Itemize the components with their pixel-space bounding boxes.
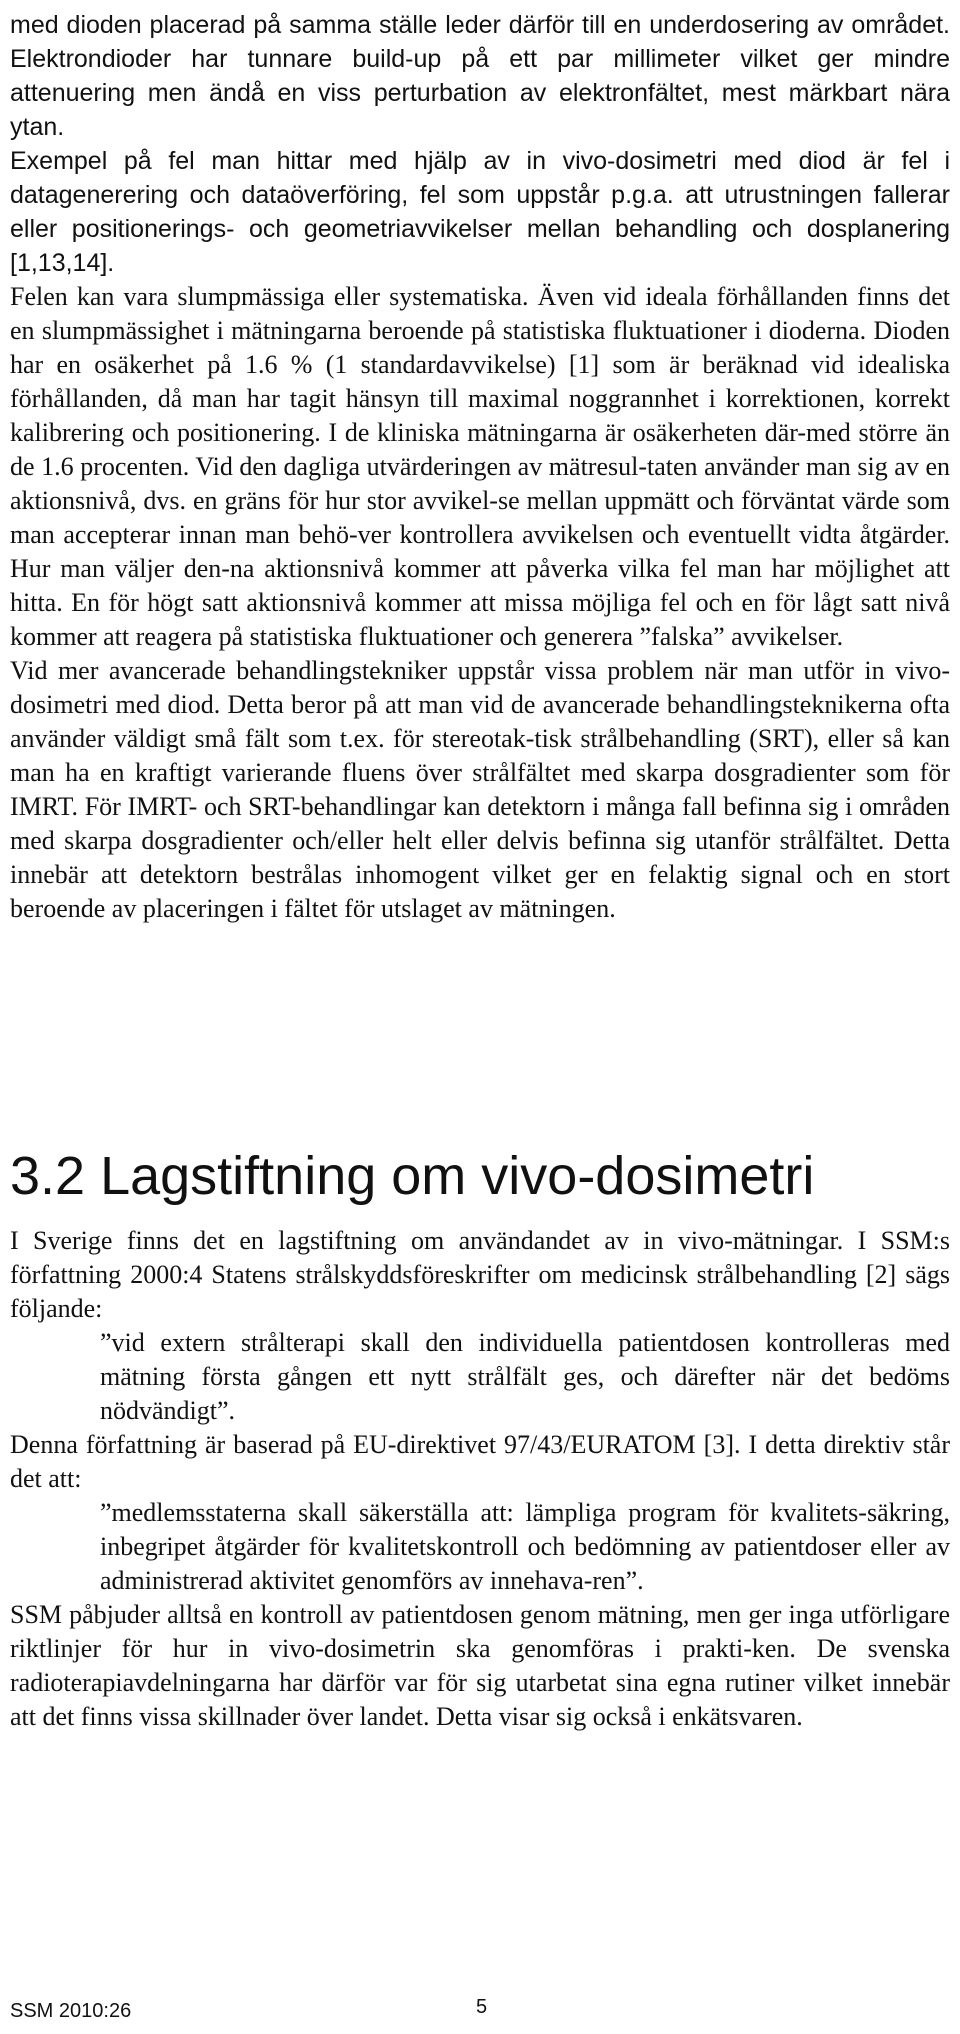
body-paragraph: Felen kan vara slumpmässiga eller systematiska. Även vid ideala förhållanden finns det en slumpmässighet i mätningarna beroende på statistiska fluktuationer i dioderna. Dioden har en osäkerhet på 1.6 % (1 standardavvikelse) [1] som är beräknad vid idealiska förhållanden, då man har tagit hänsyn till maximal noggrannhet i korrektionen, korrekt kalibrering och positionering. I de kliniska mätningarna är osäkerheten där-med större än de 1.6 procenten. Vid den dagliga utvärderingen av mätresul-taten använder man sig av en aktionsnivå, dvs. en gräns för hur stor avvikel-se mellan uppmätt och förväntat värde som man accepterar innan man behö-ver kontrollera avvikelsen och eventuellt vidta åtgärder. Hur man väljer den-na aktionsnivå kommer att påverka vilka fel man har möjlighet att hitta. En för högt satt aktionsnivå kommer att missa möjliga fel och en för lågt satt nivå kommer att reagera på statistiska fluktuationer och generera ”falska” avvikelser.: [10, 282, 950, 651]
body-paragraph: SSM påbjuder alltså en kontroll av patientdosen genom mätning, men ger inga utförligare riktlinjer för hur in vivo-dosimetrin ska genomföras i prakti-ken. De svenska radioterapiavdelningarna har därför var för sig utarbetat sina egna rutiner vilket innebär att det finns vissa skillnader över landet. Detta visar sig också i enkätsvaren.: [10, 1600, 950, 1731]
section-intro-paragraph: I Sverige finns det en lagstiftning om användandet av in vivo-mätningar. I SSM:s författning 2000:4 Statens strålskyddsföreskrifter om medicinsk strålbehandling [2] sägs följande:: [10, 1226, 950, 1323]
quote-block: ”vid extern strålterapi skall den individuella patientdosen kontrolleras med mätning första gången ett nytt strålfält ges, och därefter när det bedöms nödvändigt”.: [100, 1328, 950, 1425]
section-body: [10, 1224, 950, 1734]
page-number: 5: [476, 1996, 488, 2018]
quote-block: ”medlemsstaterna skall säkerställa att: lämpliga program för kvalitets-säkring, inbegripet åtgärder för kvalitetskontroll och bedömning av patientdoser eller av administrerad aktivitet genomförs av innehava-ren”.: [100, 1498, 950, 1595]
body-paragraph: Denna författning är baserad på EU-direktivet 97/43/EURATOM [3]. I detta direktiv står det att:: [10, 1430, 950, 1493]
body-paragraph: med dioden placerad på samma ställe leder därför till en underdosering av området. Elektrondioder har tunnare build-up på ett par millimeter vilket ger mindre attenuering men ändå en viss perturbation av elektronfältet, mest märkbart nära ytan.: [10, 11, 950, 141]
body-paragraph: Vid mer avancerade behandlingstekniker uppstår vissa problem när man utför in vivo-dosimetri med diod. Detta beror på att man vid de avancerade behandlingsteknikerna ofta använder väldigt små fält som t.ex. för stereotak-tisk strålbehandling (SRT), eller så kan man ha en kraftigt varierande fluens över strålfältet med skarpa dosgradienter som för IMRT. För IMRT- och SRT-behandlingar kan detektorn i många fall befinna sig i områden med skarpa dosgradienter och/eller helt eller delvis befinna sig utanför strålfältet. Detta innebär att detektorn bestrålas inhomogent vilket ger en felaktig signal och en stort beroende av placeringen i fältet för utslaget av mätningen.: [10, 656, 950, 923]
top-text-block: [10, 8, 950, 926]
footer-report-id: SSM 2010:26: [10, 2000, 132, 2022]
body-paragraph: Exempel på fel man hittar med hjälp av in vivo-dosimetri med diod är fel i datagenerering och dataöverföring, fel som uppstår p.g.a. att utrustningen fallerar eller positionerings- och geometriavvikelser mellan behandling och dosplanering [1,13,14].: [10, 147, 950, 277]
section-heading: 3.2 Lagstiftning om vivo-dosimetri: [10, 1146, 815, 1206]
section-heading-block: [10, 1146, 950, 1206]
